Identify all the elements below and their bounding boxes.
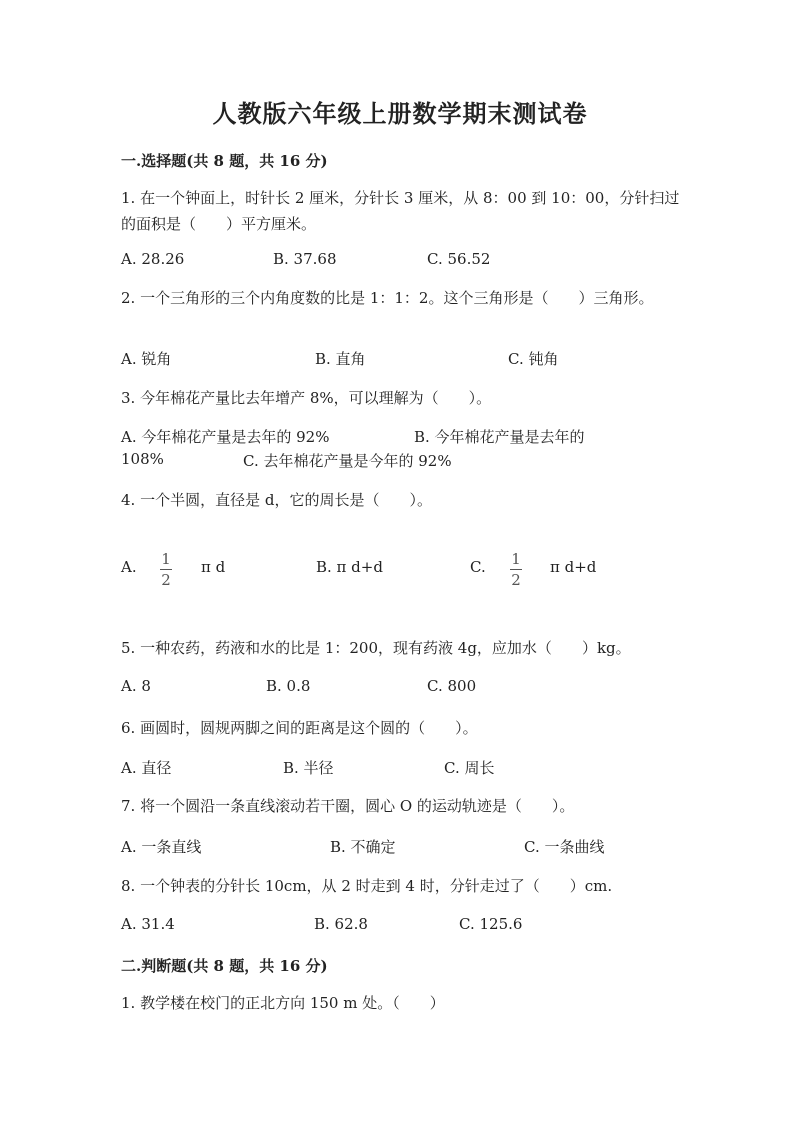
- q5-option-b: B. 0.8: [266, 677, 311, 695]
- q7-option-c: C. 一条曲线: [524, 838, 605, 856]
- question-2: 2. 一个三角形的三个内角度数的比是 1：1：2。这个三角形是（ ）三角形。: [121, 289, 654, 307]
- q3-option-b: B. 今年棉花产量是去年的: [414, 428, 585, 446]
- q8-option-b: B. 62.8: [314, 915, 368, 933]
- q6-option-c: C. 周长: [444, 759, 495, 777]
- q4-option-a-label: A.: [121, 558, 137, 576]
- q4-option-c-text: π d+d: [550, 558, 597, 576]
- fraction-numerator: 1: [511, 550, 521, 568]
- q4-option-b: B. π d+d: [316, 558, 383, 576]
- fraction-denominator: 2: [161, 571, 171, 589]
- q3-option-c: C. 去年棉花产量是今年的 92%: [243, 452, 452, 470]
- question-1: 1. 在一个钟面上，时针长 2 厘米，分针长 3 厘米，从 8：00 到 10：00，分针扫过的面积是（ ）平方厘米。: [121, 189, 680, 233]
- q7-option-b: B. 不确定: [330, 838, 396, 856]
- question-6: 6. 画圆时，圆规两脚之间的距离是这个圆的（ ）。: [121, 719, 478, 737]
- q1-option-a: A. 28.26: [121, 250, 185, 268]
- question-5: 5. 一种农药，药液和水的比是 1：200，现有药液 4g，应加水（ ）kg。: [121, 639, 631, 657]
- q4-option-c-fraction: [510, 551, 522, 588]
- q4-option-a-fraction: [160, 551, 172, 588]
- fraction-bar: [510, 569, 522, 570]
- q8-option-a: A. 31.4: [121, 915, 175, 933]
- q5-option-c: C. 800: [427, 677, 477, 695]
- q6-option-a: A. 直径: [121, 759, 172, 777]
- q3-option-a: A. 今年棉花产量是去年的 92%: [121, 428, 330, 446]
- judge-question-1: 1. 教学楼在校门的正北方向 150 m 处。（ ）: [121, 994, 445, 1012]
- q1-option-c: C. 56.52: [427, 250, 491, 268]
- question-4: 4. 一个半圆，直径是 d，它的周长是（ ）。: [121, 491, 432, 509]
- q8-option-c: C. 125.6: [459, 915, 523, 933]
- q4-option-a-text: π d: [201, 558, 226, 576]
- fraction-numerator: 1: [161, 550, 171, 568]
- fraction-bar: [160, 569, 172, 570]
- question-7: 7. 将一个圆沿一条直线滚动若干圈，圆心 O 的运动轨迹是（ ）。: [121, 797, 575, 815]
- q2-option-c: C. 钝角: [508, 350, 559, 368]
- section-heading-judge: 二.判断题(共 8 题，共 16 分): [121, 957, 328, 975]
- q1-option-b: B. 37.68: [273, 250, 337, 268]
- q7-option-a: A. 一条直线: [121, 838, 202, 856]
- question-3: 3. 今年棉花产量比去年增产 8%，可以理解为（ ）。: [121, 389, 492, 407]
- section-heading-choice: 一.选择题(共 8 题，共 16 分): [121, 152, 328, 170]
- q2-option-b: B. 直角: [315, 350, 366, 368]
- q4-option-c-label: C.: [470, 558, 486, 576]
- fraction-denominator: 2: [511, 571, 521, 589]
- question-8: 8. 一个钟表的分针长 10cm，从 2 时走到 4 时，分针走过了（ ）cm.: [121, 877, 613, 895]
- q3-option-b-continued: 108%: [121, 450, 164, 468]
- q2-option-a: A. 锐角: [121, 350, 172, 368]
- page-title: 人教版六年级上册数学期末测试卷: [212, 99, 588, 128]
- q6-option-b: B. 半径: [283, 759, 334, 777]
- q5-option-a: A. 8: [121, 677, 151, 695]
